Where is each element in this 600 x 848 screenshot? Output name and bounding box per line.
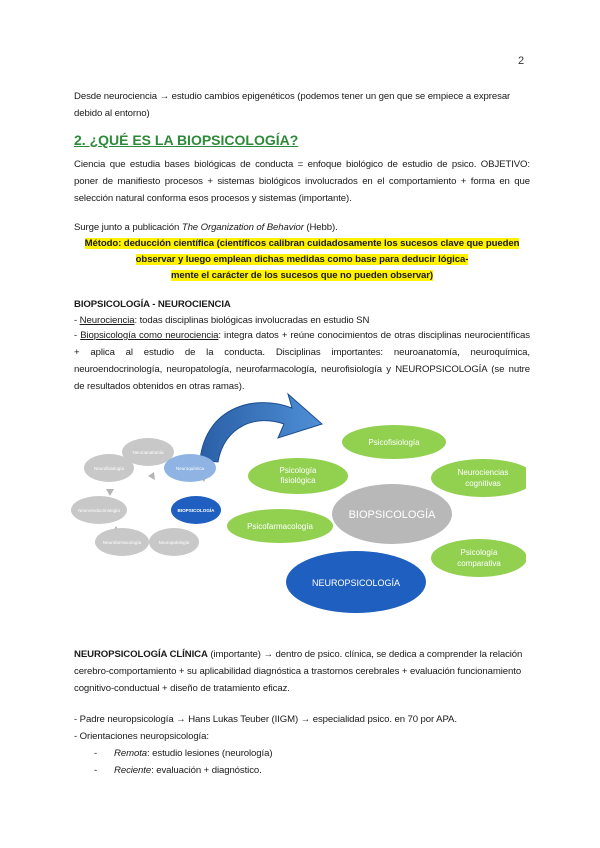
metodo-line3: mente el carácter de los sucesos que no pueden observar) — [170, 270, 434, 281]
branch-comparativa-l1: Psicología — [460, 548, 498, 557]
curved-arrow-icon — [200, 394, 322, 462]
branch-psicologia-fisiologica — [248, 458, 348, 494]
cycle-node-3 — [164, 454, 216, 482]
item1-prefix: - — [74, 315, 80, 326]
orientaciones-line: - Orientaciones neuropsicología: — [74, 731, 209, 742]
cycle-node-4-label: Neuroendocrinología — [78, 508, 120, 513]
item2-text: : integra datos + reúne conocimientos de otras disciplinas neurocientíficas + aplica al estudio de la conducta. Disciplinas importantes: neuroanatomía, neuroquímica, neuroendocrinología, neuropatología, neurofarmacología, neurofisiología y NEUROPSICOLOGÍA (se nutre de resultados obtenidos en otras ramas). — [74, 330, 530, 392]
item2-term: Biopsicología como neurociencia — [80, 330, 219, 341]
biopsicologia-item — [74, 327, 530, 395]
intro-paragraph: Desde neurociencia → estudio cambios epigenéticos (podemos tener un gen que se empiece a expresar debido al entorno) — [74, 91, 511, 119]
cycle-node-2 — [84, 454, 134, 482]
padre-line: - Padre neuropsicología → Hans Lukas Teuber (IIGM) → especialidad psico. en 70 por APA. — [74, 714, 457, 725]
metodo-line1: (científicos calibran cuidadosamente los sucesos clave que pueden — [214, 238, 520, 249]
metodo-lead: Método: deducción científica — [84, 238, 215, 249]
branch-neurociencias-l1: Neurociencias — [457, 468, 509, 477]
branch-psicologia-fisiologica-l1: Psicología — [279, 466, 317, 475]
list-item — [94, 745, 272, 762]
cycle-node-7-label: Neuropatología — [158, 540, 190, 545]
list-item — [94, 762, 262, 779]
surge-line — [74, 219, 338, 236]
branch-psicologia-fisiologica-l2: fisiológica — [280, 476, 316, 485]
surge-after: (Hebb). — [303, 222, 338, 233]
surge-before: Surge junto a publicación — [74, 222, 182, 233]
cycle-node-6 — [95, 528, 149, 556]
biopsychology-diagram — [66, 386, 526, 614]
metodo-highlight — [74, 236, 530, 284]
np-clinica-text: (importante) → dentro de psico. clínica, se dedica a comprender la relación cerebro-comportamiento + su aplicabilidad diagnóstica a trastornos cerebrales + evaluación funcionamiento cognitivo-conductual + diseño de tratamiento eficaz. — [74, 649, 523, 694]
definition-paragraph: Ciencia que estudia bases biológicas de conducta = enfoque biológico de estudio de psico. OBJETIVO: poner de manifiesto procesos + sistemas biológicos involucrados en el comportamiento + forma en que selección natural conforma esos procesos y sistemas (importante). — [74, 159, 530, 204]
cycle-node-5 — [171, 496, 221, 524]
list-text: : estudio lesiones (neurología) — [147, 748, 273, 759]
center-biopsicologia — [332, 484, 452, 544]
branch-psicologia-comparativa — [431, 539, 526, 577]
bottom-neuropsicologia — [286, 551, 426, 613]
item1-text: : todas disciplinas biológicas involucradas en estudio SN — [134, 315, 370, 326]
cycle-node-3-label: Neuroquímica — [175, 466, 205, 471]
branch-psicofarmacologia-label: Psicofarmacología — [247, 522, 313, 531]
cycle-node-6-label: Neurofarmacología — [102, 540, 142, 545]
branch-comparativa-l2: comparativa — [457, 559, 501, 568]
cycle-node-5-label: BIOPSICOLOGÍA — [177, 508, 215, 513]
branch-psicofisiologia — [342, 425, 446, 459]
cycle-node-1-label: Neuroanatomía — [132, 450, 164, 455]
list-dash: - — [94, 765, 98, 776]
branch-psicofarmacologia — [227, 509, 333, 543]
list-term: Remota — [114, 748, 147, 759]
np-clinica-title: NEUROPSICOLOGÍA CLÍNICA — [74, 649, 208, 660]
bioneuro-title: BIOPSICOLOGÍA - NEUROCIENCIA — [74, 299, 231, 310]
list-term: Reciente — [114, 765, 152, 776]
cycle-node-7 — [149, 528, 199, 556]
branch-psicofisiologia-label: Psicofisiología — [368, 438, 420, 447]
neuropsicologia-clinica-paragraph — [74, 646, 530, 697]
branch-neurociencias-l2: cognitivas — [465, 479, 501, 488]
list-dash: - — [94, 748, 98, 759]
branch-neurociencias-cognitivas — [431, 459, 526, 497]
item2-prefix: - — [74, 330, 81, 341]
book-title: The Organization of Behavior — [181, 222, 304, 233]
item1-term: Neurociencia — [79, 315, 135, 326]
list-text: : evaluación + diagnóstico. — [151, 765, 262, 776]
section-heading: 2. ¿QUÉ ES LA BIOPSICOLOGÍA? — [74, 132, 299, 148]
bottom-neuropsicologia-label: NEUROPSICOLOGÍA — [311, 578, 401, 588]
cycle-node-2-label: Neurofisiología — [93, 466, 125, 471]
page-number: 2 — [518, 55, 525, 67]
center-biopsicologia-label: BIOPSICOLOGÍA — [348, 509, 436, 521]
cycle-node-4 — [71, 496, 127, 524]
metodo-line2: observar y luego emplean dichas medidas como base para deducir lógica- — [135, 254, 469, 265]
